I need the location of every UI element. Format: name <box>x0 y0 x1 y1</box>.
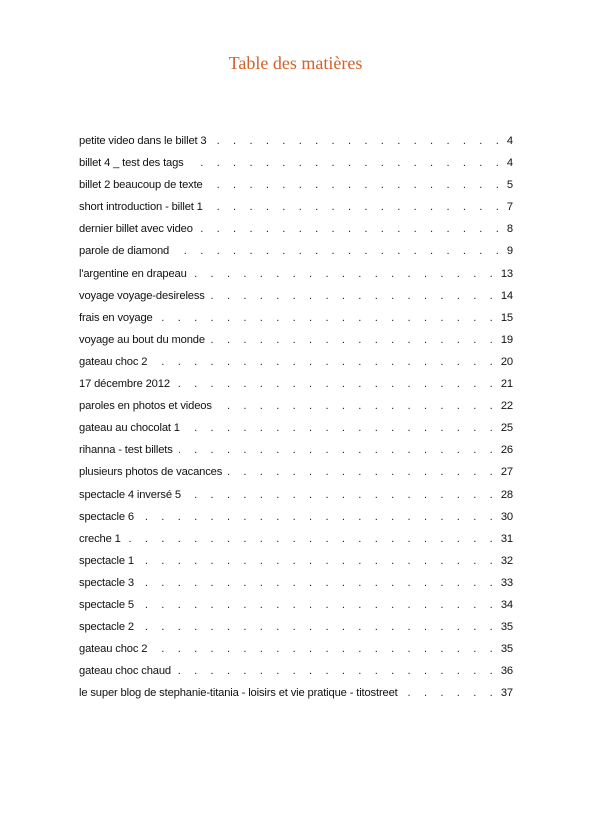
toc-entry-title: dernier billet avec video <box>79 223 193 236</box>
toc-dot-leader <box>140 616 498 638</box>
toc-entry-title: billet 2 beaucoup de texte <box>79 179 203 192</box>
toc-dot-leader <box>179 439 498 461</box>
toc-entry[interactable] <box>79 174 513 196</box>
toc-entry-page-number: 19 <box>500 333 513 346</box>
toc-entry-page-number: 7 <box>506 201 513 214</box>
toc-dot-leader <box>140 550 498 572</box>
toc-entry-title: spectacle 3 <box>79 576 134 589</box>
toc-entry[interactable] <box>79 572 513 594</box>
toc-entry[interactable] <box>79 307 513 329</box>
toc-entry-page-number: 36 <box>500 665 513 678</box>
toc-dot-leader <box>190 152 504 174</box>
toc-dot-leader <box>187 484 498 506</box>
toc-entry[interactable] <box>79 616 513 638</box>
toc-entry-page-number: 35 <box>500 621 513 634</box>
toc-entry-title: plusieurs photos de vacances <box>79 466 223 479</box>
toc-entry-page-number: 30 <box>500 510 513 523</box>
toc-entry[interactable] <box>79 196 513 218</box>
toc-entry-page-number: 15 <box>500 311 513 324</box>
toc-entry[interactable] <box>79 439 513 461</box>
toc-dot-leader <box>127 528 498 550</box>
table-of-contents <box>79 130 513 704</box>
toc-entry-title: 17 décembre 2012 <box>79 378 170 391</box>
toc-entry[interactable] <box>79 638 513 660</box>
toc-entry-title: petite video dans le billet 3 <box>79 135 207 147</box>
toc-dot-leader <box>211 329 498 351</box>
toc-entry-title: billet 4 _ test des tags <box>79 157 184 170</box>
toc-dot-leader <box>213 130 504 152</box>
toc-entry-page-number: 4 <box>506 157 513 170</box>
toc-entry-page-number: 26 <box>500 444 513 457</box>
toc-entry[interactable] <box>79 351 513 373</box>
toc-dot-leader <box>211 285 498 307</box>
toc-entry-title: short introduction - billet 1 <box>79 201 203 214</box>
toc-dot-leader <box>153 351 498 373</box>
toc-entry-page-number: 8 <box>506 223 513 236</box>
toc-entry[interactable] <box>79 130 513 152</box>
toc-entry-title: voyage au bout du monde <box>79 333 205 346</box>
toc-entry[interactable] <box>79 682 513 704</box>
toc-entry-page-number: 34 <box>500 598 513 611</box>
toc-dot-leader <box>140 572 498 594</box>
toc-dot-leader <box>177 660 498 682</box>
toc-entry[interactable] <box>79 329 513 351</box>
toc-entry-title: frais en voyage <box>79 311 153 324</box>
toc-entry-title: gateau choc 2 <box>79 355 148 368</box>
toc-entry-page-number: 33 <box>500 576 513 589</box>
toc-entry[interactable] <box>79 506 513 528</box>
toc-entry-page-number: 4 <box>506 135 513 147</box>
toc-entry-title: gateau au chocolat 1 <box>79 422 180 435</box>
toc-entry[interactable] <box>79 285 513 307</box>
toc-entry-title: spectacle 2 <box>79 621 134 634</box>
toc-entry-title: le super blog de stephanie-titania - loisirs et vie pratique - titostreet <box>79 687 398 700</box>
toc-entry-page-number: 20 <box>500 355 513 368</box>
toc-entry-page-number: 35 <box>500 643 513 656</box>
toc-entry[interactable] <box>79 528 513 550</box>
page-title: Table des matières <box>228 53 363 73</box>
toc-entry-title: voyage voyage-desireless <box>79 289 205 302</box>
toc-entry-page-number: 37 <box>500 687 513 700</box>
toc-entry-title: l'argentine en drapeau <box>79 267 187 280</box>
toc-entry-page-number: 14 <box>500 289 513 302</box>
toc-dot-leader <box>159 307 498 329</box>
toc-entry-title: creche 1 <box>79 532 121 545</box>
toc-dot-leader <box>140 506 498 528</box>
toc-entry-title: spectacle 4 inversé 5 <box>79 488 181 501</box>
toc-entry[interactable] <box>79 152 513 174</box>
toc-entry-page-number: 13 <box>500 267 513 280</box>
toc-dot-leader <box>186 417 498 439</box>
toc-entry[interactable] <box>79 550 513 572</box>
toc-entry-page-number: 25 <box>500 422 513 435</box>
toc-entry[interactable] <box>79 263 513 285</box>
toc-entry-page-number: 5 <box>506 179 513 192</box>
toc-entry[interactable] <box>79 461 513 483</box>
toc-entry-title: gateau choc chaud <box>79 665 171 678</box>
toc-entry[interactable] <box>79 373 513 395</box>
toc-entry-title: gateau choc 2 <box>79 643 148 656</box>
toc-dot-leader <box>176 373 498 395</box>
toc-entry-title: spectacle 1 <box>79 554 134 567</box>
toc-entry[interactable] <box>79 240 513 262</box>
toc-entry-page-number: 32 <box>500 554 513 567</box>
toc-entry-page-number: 21 <box>500 378 513 391</box>
toc-entry[interactable] <box>79 395 513 417</box>
toc-entry[interactable] <box>79 594 513 616</box>
toc-dot-leader <box>199 218 504 240</box>
toc-dot-leader <box>175 240 504 262</box>
toc-entry-title: paroles en photos et videos <box>79 400 212 413</box>
toc-entry-title: parole de diamond <box>79 245 170 258</box>
toc-entry-page-number: 9 <box>506 245 513 258</box>
toc-dot-leader <box>209 174 504 196</box>
toc-dot-leader <box>193 263 498 285</box>
toc-entry-page-number: 22 <box>500 400 513 413</box>
toc-entry[interactable] <box>79 417 513 439</box>
toc-dot-leader <box>404 682 498 704</box>
toc-entry-page-number: 31 <box>500 532 513 545</box>
toc-entry[interactable] <box>79 484 513 506</box>
toc-entry-title: spectacle 5 <box>79 598 134 611</box>
toc-entry-page-number: 28 <box>500 488 513 501</box>
toc-entry-title: spectacle 6 <box>79 510 134 523</box>
toc-dot-leader <box>140 594 498 616</box>
toc-dot-leader <box>153 638 498 660</box>
toc-entry[interactable] <box>79 218 513 240</box>
toc-dot-leader <box>228 461 498 483</box>
toc-entry-title: rihanna - test billets <box>79 444 173 457</box>
toc-entry[interactable] <box>79 660 513 682</box>
toc-dot-leader <box>209 196 504 218</box>
toc-entry-page-number: 27 <box>500 466 513 479</box>
toc-dot-leader <box>218 395 498 417</box>
